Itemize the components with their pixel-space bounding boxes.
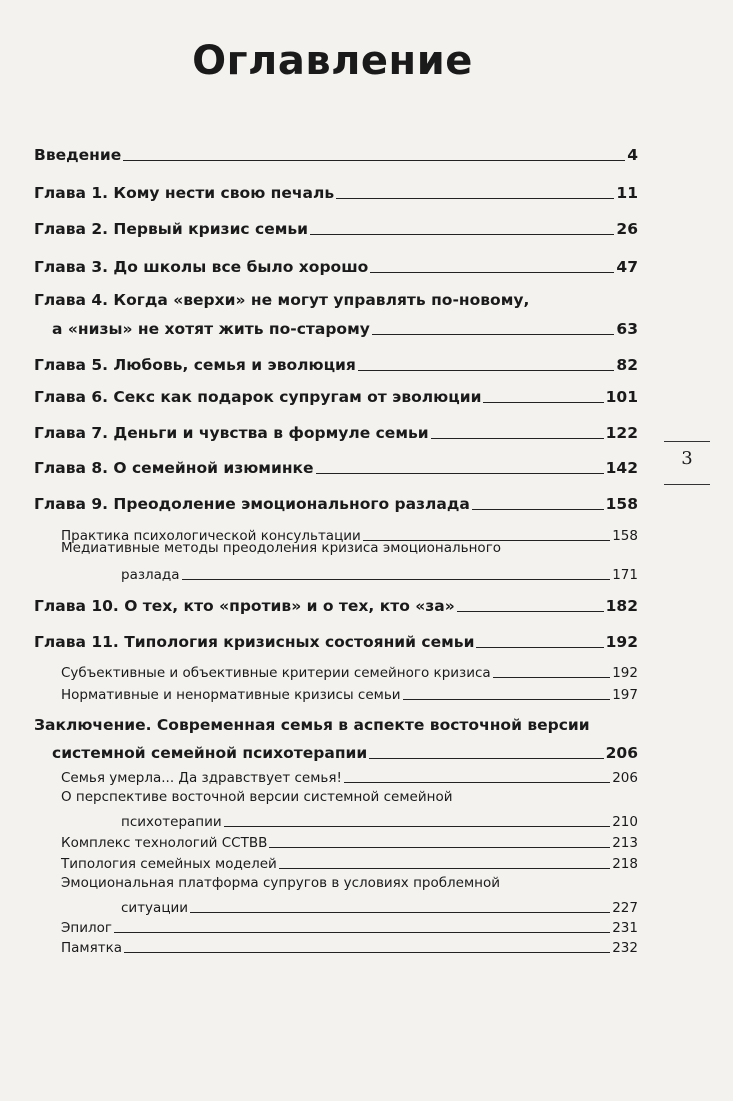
toc-leader-line: [372, 334, 615, 335]
toc-leader-line: [124, 952, 610, 953]
toc-subsection-entry[interactable]: [61, 666, 638, 681]
toc-chapter-entry[interactable]: [34, 221, 638, 238]
toc-entry-label: Комплекс технологий СCТВВ: [61, 834, 268, 851]
toc-entry-page: 47: [616, 257, 638, 276]
toc-entry-label: Глава 6. Секс как подарок супругам от эволюции: [34, 387, 482, 406]
toc-entry-label: Глава 2. Первый кризис семьи: [34, 219, 309, 238]
toc-entry-page: 192: [612, 664, 638, 681]
toc-entry-line1: Глава 4. Когда «верхи» не могут управлять по-новому,: [34, 291, 530, 309]
toc-subsection-entry[interactable]: [61, 901, 638, 916]
toc-entry-label: психотерапии: [121, 813, 222, 830]
toc-leader-line: [476, 647, 603, 648]
toc-leader-line: [114, 932, 610, 933]
toc-entry-label: Глава 7. Деньги и чувства в формуле семьи: [34, 423, 429, 442]
toc-chapter-entry[interactable]: [34, 147, 638, 164]
toc-chapter-entry[interactable]: [34, 185, 638, 202]
toc-leader-line: [403, 699, 611, 700]
toc-entry-label: Практика психологической консультации: [61, 527, 361, 544]
toc-entry-label: а «низы» не хотят жить по-старому: [52, 319, 370, 338]
toc-entry-label: ситуации: [121, 899, 189, 916]
toc-chapter-entry[interactable]: [34, 321, 638, 338]
toc-entry-label: Глава 9. Преодоление эмоционального разлада: [34, 494, 470, 513]
toc-entry-label: Глава 1. Кому нести свою печаль: [34, 183, 335, 202]
toc-leader-line: [224, 826, 611, 827]
toc-entry-page: 213: [612, 834, 638, 851]
toc-leader-line: [316, 473, 604, 474]
toc-entry-page: 218: [612, 855, 638, 872]
toc-subsection-entry[interactable]: [61, 941, 638, 956]
toc-leader-line: [336, 198, 614, 199]
page-number: 3: [681, 448, 693, 469]
toc-entry-line1: Медиативные методы преодоления кризиса эмоционального: [61, 540, 502, 556]
toc-entry-page: 63: [616, 319, 638, 338]
toc-subsection-entry[interactable]: [61, 921, 638, 936]
toc-entry-page: 4: [627, 145, 638, 164]
toc-leader-line: [457, 611, 604, 612]
toc-chapter-entry[interactable]: [34, 425, 638, 442]
page-title: Оглавление: [192, 38, 473, 84]
toc-entry-label: Глава 11. Типология кризисных состояний семьи: [34, 632, 475, 651]
toc-leader-line: [310, 234, 614, 235]
toc-entry-page: 192: [605, 632, 638, 651]
toc-leader-line: [370, 272, 614, 273]
toc-entry-page: 158: [605, 494, 638, 513]
toc-chapter-entry[interactable]: [34, 389, 638, 406]
toc-leader-line: [190, 912, 610, 913]
toc-entry-page: 26: [616, 219, 638, 238]
toc-entry-label: разлада: [121, 566, 180, 583]
toc-leader-line: [269, 847, 610, 848]
toc-entry-label: Памятка: [61, 939, 123, 956]
toc-entry-page: 206: [605, 743, 638, 762]
toc-leader-line: [493, 677, 611, 678]
toc-entry-page: 101: [605, 387, 638, 406]
toc-leader-line: [369, 758, 603, 759]
toc-chapter-entry[interactable]: [34, 460, 638, 477]
toc-entry-label: Семья умерла... Да здравствует семья!: [61, 769, 342, 786]
toc-chapter-entry[interactable]: [34, 598, 638, 615]
toc-leader-line: [472, 509, 604, 510]
toc-leader-line: [123, 160, 625, 161]
toc-entry-page: 171: [612, 566, 638, 583]
toc-leader-line: [182, 579, 611, 580]
toc-chapter-entry[interactable]: [34, 259, 638, 276]
toc-leader-line: [358, 370, 615, 371]
toc-entry-page: 231: [612, 919, 638, 936]
toc-entry-line1: Заключение. Современная семья в аспекте восточной версии: [34, 716, 590, 734]
toc-subsection-entry[interactable]: [61, 771, 638, 786]
toc-leader-line: [279, 868, 610, 869]
toc-entry-page: 158: [612, 527, 638, 544]
toc-entry-label: Глава 8. О семейной изюминке: [34, 458, 314, 477]
toc-chapter-entry[interactable]: [34, 357, 638, 374]
toc-subsection-entry[interactable]: [61, 815, 638, 830]
toc-entry-page: 122: [605, 423, 638, 442]
toc-chapter-entry[interactable]: [34, 634, 638, 651]
toc-entry-line1: О перспективе восточной версии системной семейной: [61, 789, 453, 805]
toc-subsection-entry[interactable]: [61, 857, 638, 872]
toc-entry-line1: Эмоциональная платформа супругов в условиях проблемной: [61, 875, 501, 891]
toc-entry-page: 232: [612, 939, 638, 956]
toc-leader-line: [344, 782, 610, 783]
toc-entry-page: 210: [612, 813, 638, 830]
toc-subsection-entry[interactable]: [61, 688, 638, 703]
toc-entry-page: 197: [612, 686, 638, 703]
toc-entry-label: Нормативные и ненормативные кризисы семьи: [61, 686, 401, 703]
toc-entry-label: Введение: [34, 145, 122, 164]
toc-entry-page: 227: [612, 899, 638, 916]
toc-entry-label: Глава 10. О тех, кто «против» и о тех, кто «за»: [34, 596, 455, 615]
toc-entry-label: Субъективные и объективные критерии семейного кризиса: [61, 664, 491, 681]
toc-entry-page: 82: [616, 355, 638, 374]
toc-leader-line: [483, 402, 603, 403]
toc-chapter-entry[interactable]: [34, 496, 638, 513]
toc-leader-line: [431, 438, 604, 439]
toc-chapter-entry[interactable]: [34, 745, 638, 762]
page-number-rule-bottom: [664, 484, 710, 485]
toc-entry-page: 182: [605, 596, 638, 615]
toc-subsection-entry[interactable]: [61, 568, 638, 583]
toc-entry-label: Глава 5. Любовь, семья и эволюция: [34, 355, 356, 374]
toc-entry-page: 11: [616, 183, 638, 202]
toc-entry-page: 206: [612, 769, 638, 786]
toc-entry-label: Эпилог: [61, 919, 113, 936]
toc-entry-label: Глава 3. До школы все было хорошо: [34, 257, 369, 276]
toc-entry-label: Типология семейных моделей: [61, 855, 277, 872]
toc-entry-page: 142: [605, 458, 638, 477]
toc-entry-label: системной семейной психотерапии: [52, 743, 368, 762]
page-number-rule-top: [664, 441, 710, 442]
toc-subsection-entry[interactable]: [61, 836, 638, 851]
